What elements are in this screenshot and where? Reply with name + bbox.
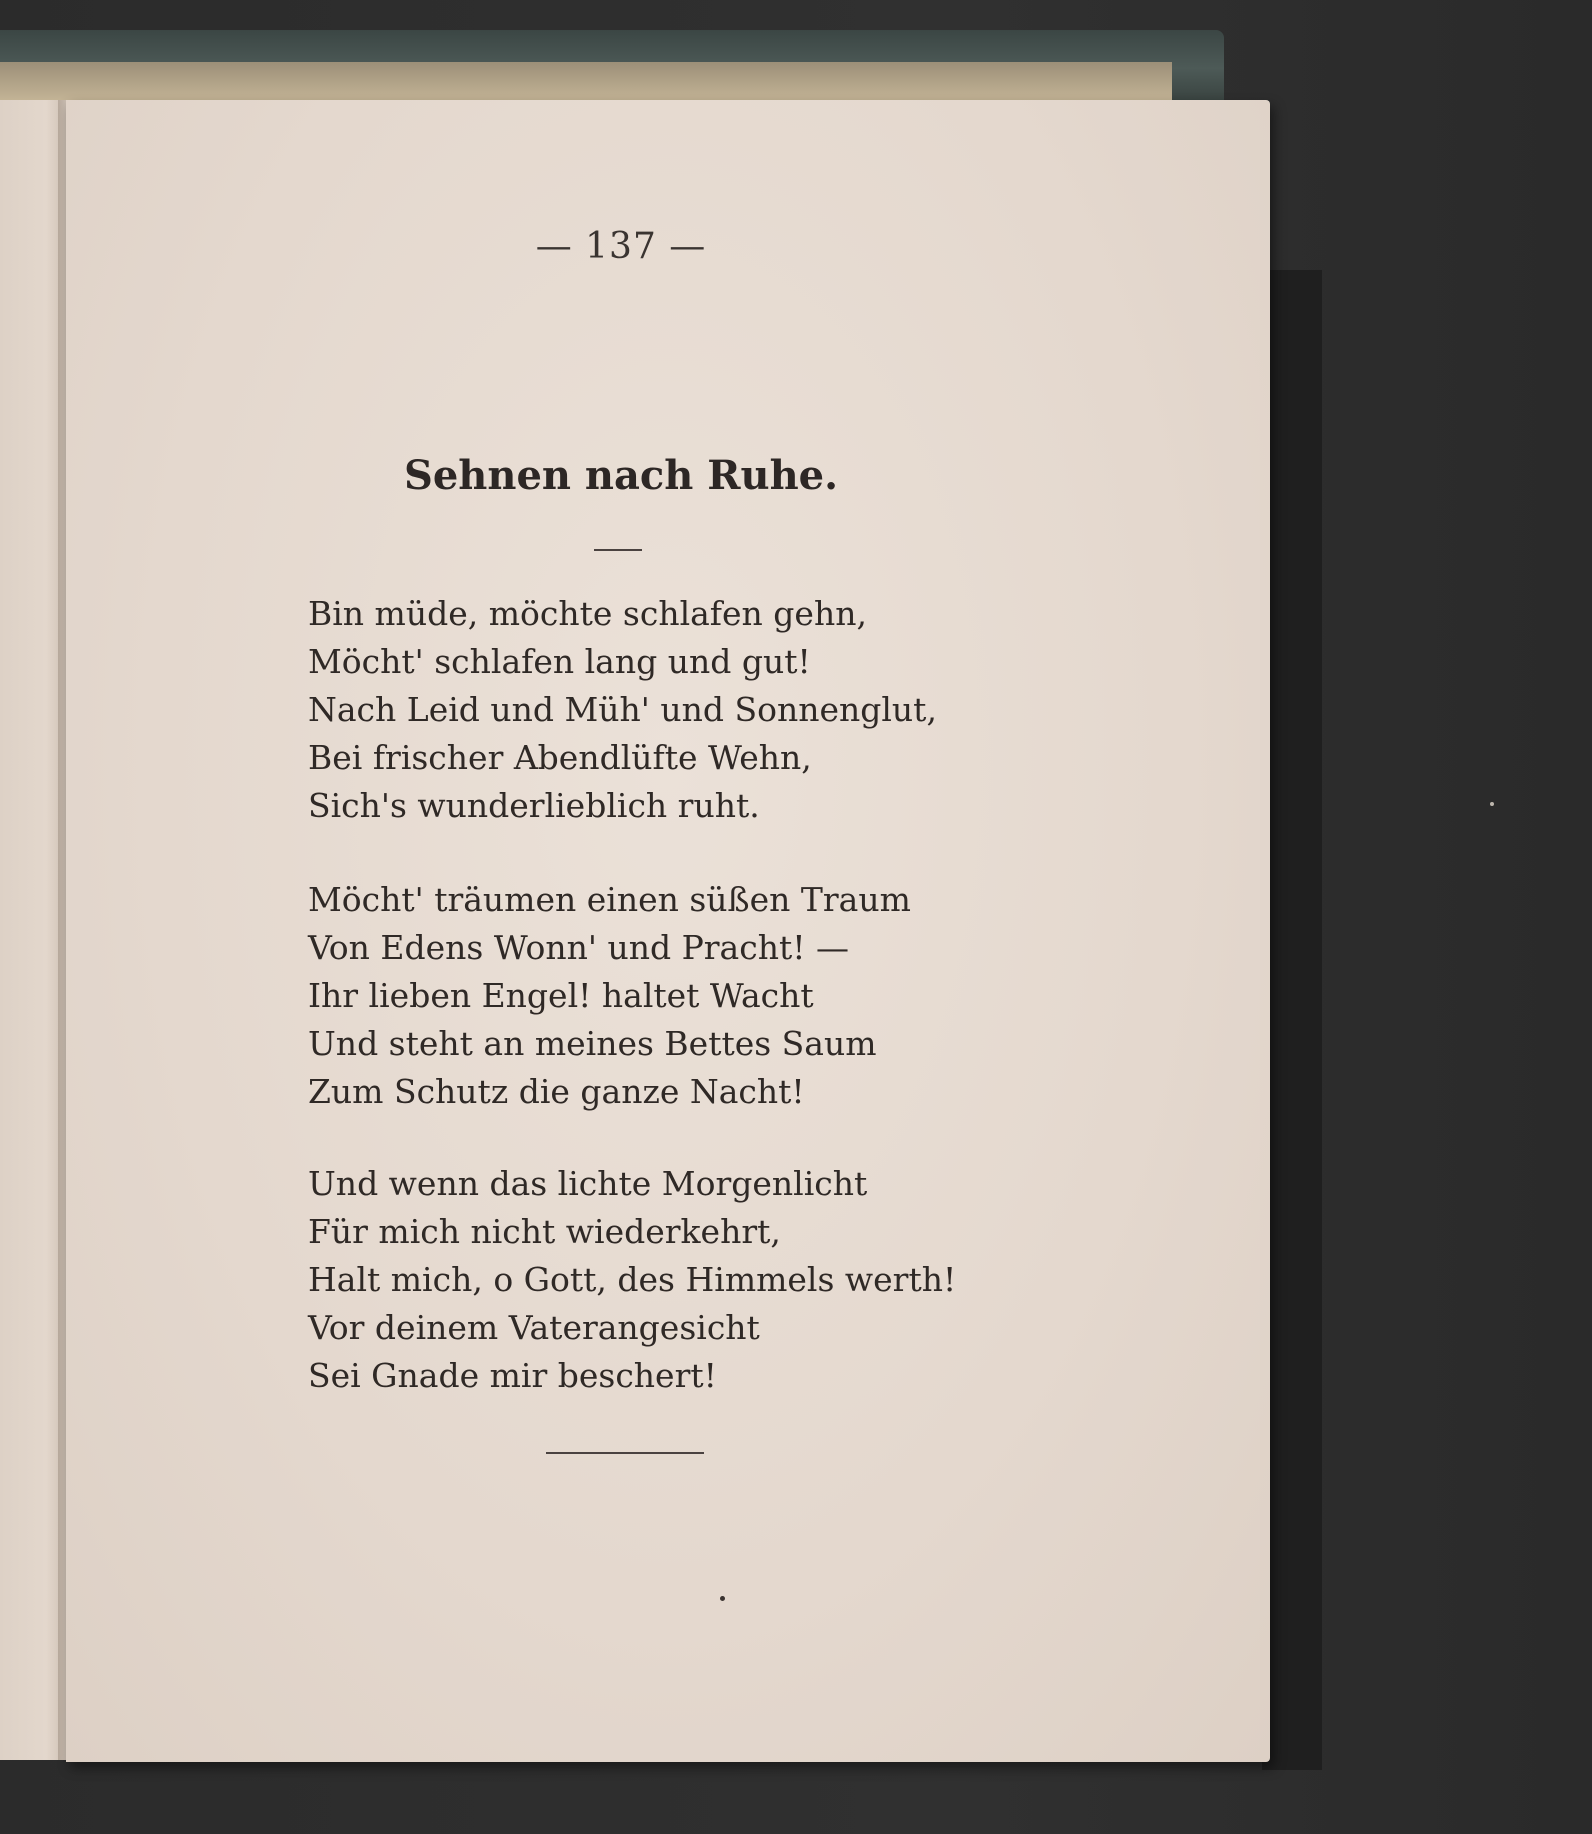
dust-speck [1490, 802, 1494, 806]
page-number: — 137 — [535, 226, 707, 267]
verse-line: Vor deinem Vaterangesicht [308, 1308, 760, 1347]
facing-page-edge [0, 100, 66, 1760]
ink-speck [720, 1596, 725, 1601]
shadow [1262, 270, 1322, 1770]
verse-line: Und steht an meines Bettes Saum [308, 1024, 877, 1063]
stanza-1 [308, 590, 937, 830]
verse-line: Bin müde, möchte schlafen gehn, [308, 594, 867, 633]
verse-line: Ihr lieben Engel! haltet Wacht [308, 976, 814, 1015]
end-divider [546, 1452, 704, 1454]
book-page [66, 100, 1270, 1762]
verse-line: Für mich nicht wiederkehrt, [308, 1212, 781, 1251]
verse-line: Von Edens Wonn' und Pracht! — [308, 928, 849, 967]
stanza-2 [308, 876, 911, 1116]
verse-line: Halt mich, o Gott, des Himmels werth! [308, 1260, 957, 1299]
title-divider [594, 549, 642, 551]
stanza-3 [308, 1160, 956, 1400]
verse-line: Bei frischer Abendlüfte Wehn, [308, 738, 812, 777]
poem-title: Sehnen nach Ruhe. [403, 452, 839, 499]
verse-line: Nach Leid und Müh' und Sonnenglut, [308, 690, 937, 729]
verse-line: Sich's wunderlieblich ruht. [308, 786, 760, 825]
verse-line: Möcht' schlafen lang und gut! [308, 642, 811, 681]
verse-line: Und wenn das lichte Morgenlicht [308, 1164, 868, 1203]
verse-line: Zum Schutz die ganze Nacht! [308, 1072, 805, 1111]
verse-line: Möcht' träumen einen süßen Traum [308, 880, 911, 919]
verse-line: Sei Gnade mir beschert! [308, 1356, 717, 1395]
